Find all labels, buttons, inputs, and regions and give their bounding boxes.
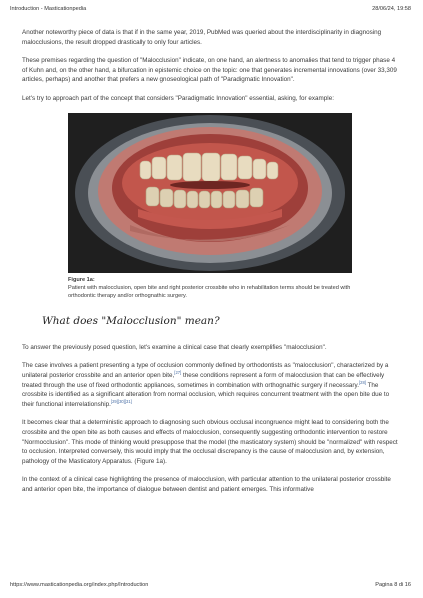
section-paragraph-2: [22, 361, 401, 409]
article-content: [22, 28, 401, 504]
malocclusion-photo-illustration: [68, 113, 352, 273]
page-url[interactable]: https://www.masticationpedia.org/index.php/Introduction: [10, 582, 149, 588]
figure-1a-photo[interactable]: [68, 113, 352, 273]
citation-29-31-link[interactable]: [29][30][31]: [110, 398, 132, 404]
print-footer: [10, 582, 411, 592]
section-paragraph-1: To answer the previously posed question, let's examine a clinical case that clearly exemplifies "malocclusion".: [22, 343, 327, 351]
section-paragraph-2-part-c: The crossbite is identified as a significant alteration from normal occlusion, which requires concurrent treatment with the open bite due to their functional interrelationship.: [22, 381, 390, 408]
figure-1a-caption: [68, 276, 352, 301]
section-paragraph-2-part-a: The case involves a patient presenting a type of occlusion commonly defined by orthodontists as "malocclusion", characterized by a unilateral posterior crossbite and an anterior open bite,: [22, 362, 389, 379]
print-header: [10, 6, 411, 16]
page-number: Pagina 8 di 16: [375, 582, 411, 588]
section-paragraph-4: In the context of a clinical case highlighting the presence of malocclusion, with particular attention to the unilateral posterior crossbite and anterior open bite, the importance of dialogue between dentist and patient emerges. This informative: [22, 476, 391, 493]
section-heading: What does "Malocclusion" mean?: [42, 314, 220, 327]
print-datetime: 28/06/24, 19:58: [372, 6, 411, 12]
intro-paragraph-3: Let's try to approach part of the concept that considers "Paradigmatic Innovation" essential, asking, for example:: [22, 94, 334, 102]
intro-paragraph-2: These premises regarding the question of "Malocclusion" indicate, on one hand, an alertness to anomalies that tend to trigger phase 4 of Kuhn and, on the other hand, a bifurcation in epistemic choice on the topic: one that generates incremental innovations (over 33,309 articles, perhaps) and another that prefers a new gnoseological path of "Paradigmatic Innovation".: [22, 57, 397, 84]
citation-28-link[interactable]: [28]: [358, 379, 366, 385]
page-title: Introduction - Masticationpedia: [10, 6, 87, 12]
section-paragraph-2-part-b: these conditions represent a form of malocclusion that can be effectively treated through the use of fixed orthodontic appliances, sometimes in combination with orthognathic surgery if necessary.: [22, 371, 385, 389]
intro-paragraph-1: Another noteworthy piece of data is that if in the same year, 2019, PubMed was queried about the interdisciplinarity in diagnosing malocclusions, the result dropped drastically to only four articles.: [22, 29, 382, 46]
section-paragraph-3: It becomes clear that a deterministic approach to diagnosing such obvious occlusal incongruence might lead to considering both the crossbite and the open bite as both causes and effects of malocclusion, consequently suggesting orthodontic intervention to restore "Normocclusion". This mode of thinking would presuppose that the model (the masticatory system) should be "normalized" with respect to occlusion. Interpreted conversely, this would imply that the occlusal discrepancy is the cause of malocclusion and, by extension, pathology of the Masticatory Apparatus. (Figure 1a).: [22, 419, 398, 465]
citation-27-link[interactable]: [27]: [174, 369, 182, 375]
figure-caption-title: Figure 1a:: [68, 276, 95, 283]
figure-caption-text: Patient with malocclusion, open bite and right posterior crossbite who in rehabilitation terms should be treated with orthodontic therapy and/or orthognathic surgery.: [68, 284, 351, 300]
